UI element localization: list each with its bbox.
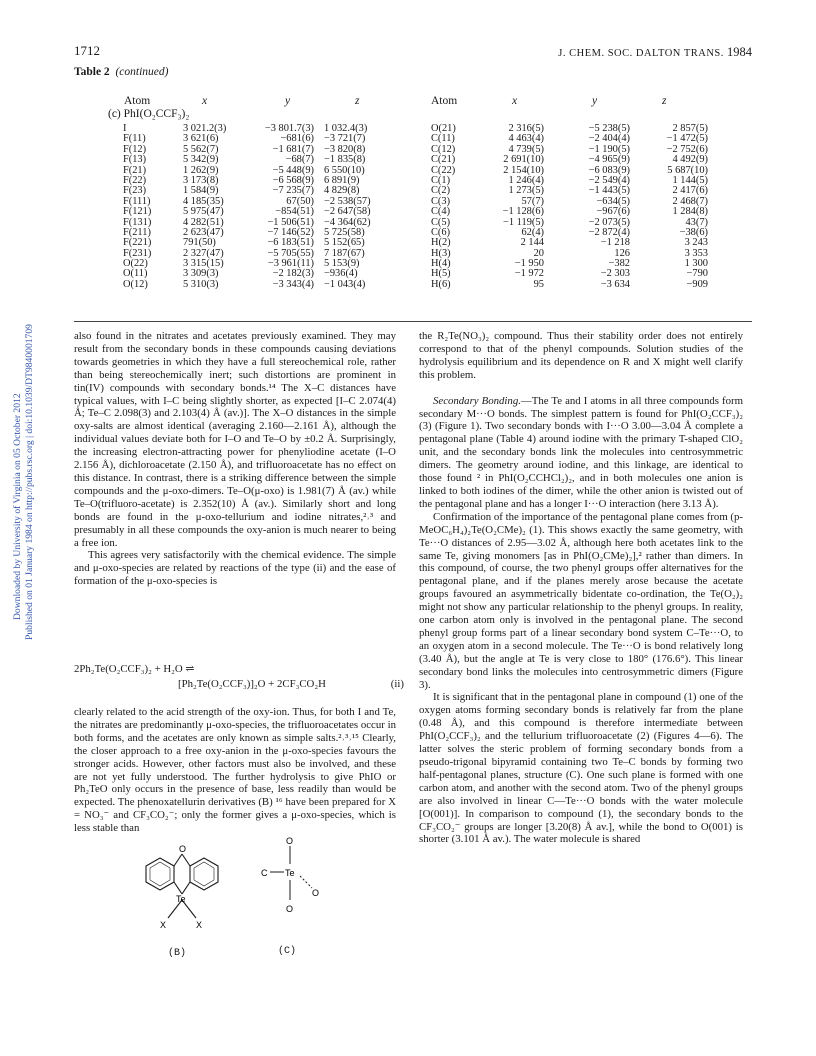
cell-x: 2 327(47) xyxy=(183,247,224,259)
atom-c-label: C xyxy=(261,868,268,878)
cell-atom-2: C(2) xyxy=(431,185,451,197)
cell-x: 1 262(9) xyxy=(183,164,219,176)
section-body: —The Te and I atoms in all three compounds form secondary M···O bonds. The simplest pattern is found for PhI(O₂CCF₃)₂ (3) (Figure 1). Two secondary bonds with I···O 3.00—3.04 Å complete a pentagonal plane (Table 4) around iodine with the primary T-shaped ClO₂ unit, and the secondary bonds link the molecules into centrosymmetric dimers. The geometry around iodine, and this linkage, are identical to those found ² in PhI(O₂CCHCl₂)₂, and in both molecules one anion is linked to both iodines of the dimer, while the other anion is twisted out of the pentagonal plane and has a longer I···O interaction (here 3.13 Å). xyxy=(419,394,743,510)
col-header-z: z xyxy=(355,95,360,107)
cell-z: 5 153(9) xyxy=(324,258,360,270)
cell-x: 4 185(35) xyxy=(183,195,224,207)
cell-z: −2 647(58) xyxy=(324,206,371,218)
col-header-x: x xyxy=(202,95,208,107)
atom-x1-label: X xyxy=(160,920,167,930)
cell-y: −7 146(52) xyxy=(267,226,314,238)
cell-z: −3 721(7) xyxy=(324,133,366,145)
col-header-atom-2: Atom xyxy=(431,95,458,107)
cell-atom-2: C(11) xyxy=(431,133,455,145)
cell-y: −1 506(51) xyxy=(267,216,314,228)
cell-atom: F(21) xyxy=(123,164,147,176)
left-paragraph-1: also found in the nitrates and acetates previously examined. They may result from the secondary bonds in these compounds causing deviations towards geometries in which they have a full stereochemical role, rather than being stereochemically inert; such distortions are prominent in tin(IV) compounds with secondary bonds.¹⁴ The X–C distances have typical values, with I–C being slightly shorter, as expected [I–C 2.074(4) Å; Te–C 2.098(3) and 2.103(4) Å (av.)]. The X–O distances in the simple oxy-salts are almost identical (averaging 2.160—2.161 Å), although the individual values deviate both for I–O and Te–O by ±0.2 Å. Surprisingly, the increasing electron-attracting power for phenyliodine acetate (I–O 2.156 Å), dichloroacetate (2.150 Å), and trifluoroacetate has no effect on this distance. In contrast, there is a striking difference between the simple compounds and the μ-oxo-dimers. Te–O(μ-oxo) is 1.981(7) Å (av.) while Te–O(trifluoro-acetate) is 2.352(10) Å (av.). Similarly short and long bonds are found in the μ-oxo-tellurium and iodine nitrates,²˒³ and presumably in all these compounds the oxy-anion is much nearer to being a free ion. xyxy=(74,330,396,549)
structure-b-label: (B) xyxy=(168,948,187,959)
table-body xyxy=(0,124,816,290)
cell-z-2: 4 492(9) xyxy=(672,154,708,166)
journal-year: 1984 xyxy=(727,45,752,59)
cell-atom-2: H(4) xyxy=(431,258,451,270)
right-paragraph-4: It is significant that in the pentagonal plane in compound (1) one of the oxygen atoms forming secondary bonds is relatively far from the plane (0.48 Å), and this compound is therefore intermediate between PhI(O₂CCF₃)₂ and the tellurium trifluoroacetate (2) (Figures 4—6). The latter solves the steric problem of forming secondary bonds from a pseudo-trigonal bipyramid containing two Te–C bonds by forming two half-pentagonal planes, structure (C). One such plane is formed with one carbon atom, and another with the second atom. Two of the phenyl groups are also involved in linear C—Te···O bonds with the water molecule [O(001)]. In comparison to compound (1), the secondary bonds to the CF₃CO₂⁻ groups are longer [3.20(8) Å av.], while the bond to O(001) is shorter (3.101 Å av.). The water molecule is shared xyxy=(419,691,743,846)
section-heading: Secondary Bonding. xyxy=(433,394,521,407)
cell-y: −681(6) xyxy=(280,133,314,145)
cell-atom-2: C(6) xyxy=(431,226,451,238)
cell-y-2: −382 xyxy=(608,258,630,270)
cell-y-2: −2 549(4) xyxy=(588,174,630,186)
cell-atom: F(121) xyxy=(123,206,152,218)
cell-x: 5 975(47) xyxy=(183,206,224,218)
cell-z: 4 829(8) xyxy=(324,185,360,197)
cell-z: −3 820(8) xyxy=(324,143,366,155)
left-column-continued xyxy=(74,706,396,835)
cell-z-2: 2 468(7) xyxy=(672,195,708,207)
cell-atom-2: C(1) xyxy=(431,174,451,186)
cell-x: 1 584(9) xyxy=(183,185,219,197)
table-continued: (continued) xyxy=(115,66,169,78)
cell-z: −936(4) xyxy=(324,268,358,280)
cell-z: 5 725(58) xyxy=(324,226,365,238)
cell-atom: F(131) xyxy=(123,216,152,228)
cell-y: −5 705(55) xyxy=(267,247,314,259)
right-paragraph-1: the R₂Te(NO₃)₂ compound. Thus their stability order does not entirely correspond to that of the phenyl compounds. Solution studies of the hydrolysis equilibrium and its dependence on R and X might well clarify this problem. xyxy=(419,330,743,381)
table-number: Table 2 xyxy=(74,66,110,78)
cell-x: 5 562(7) xyxy=(183,143,219,155)
cell-y: −2 182(3) xyxy=(272,268,314,280)
cell-y: −6 568(9) xyxy=(272,174,314,186)
cell-x-2: 57(7) xyxy=(521,195,544,207)
col-header-y-2: y xyxy=(592,95,598,107)
cell-y: −6 183(51) xyxy=(267,237,314,249)
cell-y-2: −5 238(5) xyxy=(588,123,630,134)
atom-x2-label: X xyxy=(196,920,203,930)
cell-z-2: −38(6) xyxy=(679,226,708,238)
cell-atom: F(23) xyxy=(123,185,147,197)
cell-x-2: 4 463(4) xyxy=(508,133,544,145)
cell-x-2: 62(4) xyxy=(521,226,544,238)
atom-o-bottom-label: O xyxy=(286,904,294,914)
cell-atom: O(12) xyxy=(123,278,148,290)
cell-y: −3 801.7(3) xyxy=(264,123,314,134)
cell-x: 3 021.2(3) xyxy=(183,123,227,134)
cell-z-2: −2 752(6) xyxy=(666,143,708,155)
cell-z: 6 891(9) xyxy=(324,174,360,186)
cell-y: −1 681(7) xyxy=(272,143,314,155)
cell-x-2: 2 144 xyxy=(520,237,544,249)
cell-atom: O(22) xyxy=(123,258,148,270)
cell-y-2: −3 634 xyxy=(600,278,630,290)
cell-x-2: 2 154(10) xyxy=(503,164,544,176)
cell-z: 7 187(67) xyxy=(324,247,365,259)
journal-name xyxy=(558,45,752,60)
cell-z: 6 550(10) xyxy=(324,164,365,176)
cell-atom: F(211) xyxy=(123,226,151,238)
table-rule xyxy=(74,321,752,322)
cell-z-2: 3 243 xyxy=(684,237,708,249)
cell-y-2: −4 965(9) xyxy=(588,154,630,166)
cell-y: −68(7) xyxy=(285,154,314,166)
cell-atom-2: H(2) xyxy=(431,237,451,249)
cell-x-2: −1 119(5) xyxy=(503,216,544,228)
right-paragraph-2 xyxy=(419,395,743,511)
cell-x: 3 621(6) xyxy=(183,133,219,145)
cell-x: 5 310(3) xyxy=(183,278,219,290)
cell-atom-2: O(21) xyxy=(431,123,456,134)
cell-atom-2: C(22) xyxy=(431,164,456,176)
cell-z: 5 152(65) xyxy=(324,237,365,249)
cell-z-2: 2 857(5) xyxy=(672,123,708,134)
structure-b xyxy=(132,836,232,966)
cell-atom: F(13) xyxy=(123,154,147,166)
cell-z: −1 835(8) xyxy=(324,154,366,166)
table-row xyxy=(0,207,816,217)
cell-x-2: 1 273(5) xyxy=(508,185,544,197)
cell-y: −3 343(4) xyxy=(272,278,314,290)
cell-z-2: 2 417(6) xyxy=(672,185,708,197)
cell-y: −3 961(11) xyxy=(267,258,314,270)
right-paragraph-3: Confirmation of the importance of the pentagonal plane comes from (p-MeOC₆H₄)₂Te(O₂CMe)₂ (1). This shows exactly the same geometry, with Te···O distances of 2.95—3.02 Å, although here both acetates link to the same Te, giving monomers [as in PhI(O₂CMe)₂],² rather than dimers. In this compound, of course, the two phenyl groups offer alternatives for the pentagonal plane, and if the planes merely arose because the acetate groups favoured an asymmetrically bidentate co-ordination, the Te(O₂)₂ might not show any particular relationship to the phenyl groups. In reality, one carbon atom only is involved in the pentagonal plane. The second phenyl group forms part of a linear secondary bond system C–Te···O, to an oxygen atom in a second molecule. The Te···O is bond relatively long (3.40 Å), but the angle at Te is very close to 180° (176.6°). This linear secondary bond links the molecules into centrosymmetric dimers (Figure 3). xyxy=(419,510,744,691)
cell-x-2: −1 972 xyxy=(514,268,544,280)
left-paragraph-3: clearly related to the acid strength of the oxy-ion. Thus, for both I and Te, the nitrates are predominantly μ-oxo-species, the trifluoroacetates occur in both forms, and the acetates are only known as simple salts.²˒³˒¹⁵ Clearly, the closer approach to a free oxy-anion in the μ-oxo-species favours the stronger acids. However, other factors must also be involved, and these are not yet fully understood. The further hydrolysis to give PhIO or Ph₂TeO only occurs in the presence of base, less readily than would be expected. The phenoxatellurin derivatives (B) ¹⁶ have been prepared for X = NO₃⁻ and CF₃CO₂⁻; only the former gives a μ-oxo-species, which is less stable than xyxy=(74,706,396,835)
equation-line-2: [Ph₂Te(O₂CCF₃)]₂O + 2CF₃CO₂H xyxy=(178,678,326,690)
cell-x: 3 309(3) xyxy=(183,268,219,280)
cell-x-2: 1 246(4) xyxy=(508,174,544,186)
cell-atom-2: H(6) xyxy=(431,278,451,290)
structure-c xyxy=(260,834,350,964)
cell-z-2: −1 472(5) xyxy=(666,133,708,145)
cell-y-2: −2 303 xyxy=(600,268,630,280)
cell-x: 2 623(47) xyxy=(183,226,224,238)
cell-y: −7 235(7) xyxy=(272,185,314,197)
cell-y: −5 448(9) xyxy=(272,164,314,176)
col-header-atom: Atom xyxy=(124,95,151,107)
cell-y-2: −2 872(4) xyxy=(588,226,630,238)
cell-x-2: 2 691(10) xyxy=(503,154,544,166)
table-row xyxy=(0,155,816,165)
cell-z-2: 1 284(8) xyxy=(672,206,708,218)
cell-atom: F(231) xyxy=(123,247,152,259)
cell-z: −4 364(62) xyxy=(324,216,371,228)
equation-line-1: 2Ph₂Te(O₂CCF₃)₂ + H₂O ⇌ xyxy=(74,663,195,675)
cell-x-2: 95 xyxy=(533,278,544,290)
cell-atom: F(221) xyxy=(123,237,152,249)
right-column xyxy=(419,330,743,846)
downloaded-notice: Downloaded by University of Virginia on 05 October 2012 xyxy=(12,393,23,620)
page-number: 1712 xyxy=(74,43,100,58)
cell-atom-2: C(4) xyxy=(431,206,451,218)
equation-number: (ii) xyxy=(390,678,404,690)
cell-atom-2: C(12) xyxy=(431,143,456,155)
cell-y-2: −1 443(5) xyxy=(588,185,630,197)
journal-title: J. CHEM. SOC. DALTON TRANS. xyxy=(558,48,724,59)
cell-y: −854(51) xyxy=(275,206,314,218)
cell-atom-2: H(5) xyxy=(431,268,451,280)
cell-y-2: −6 083(9) xyxy=(588,164,630,176)
cell-z-2: 1 144(5) xyxy=(672,174,708,186)
cell-x: 791(50) xyxy=(183,237,216,249)
cell-x-2: −1 128(6) xyxy=(502,206,544,218)
cell-z: −1 043(4) xyxy=(324,278,366,290)
atom-o-right-label: O xyxy=(312,888,320,898)
cell-x-2: 2 316(5) xyxy=(508,123,544,134)
cell-x: 4 282(51) xyxy=(183,216,224,228)
cell-y-2: −2 073(5) xyxy=(588,216,630,228)
cell-atom: F(111) xyxy=(123,195,151,207)
atom-te-label-c: Te xyxy=(285,868,295,878)
cell-atom: O(11) xyxy=(123,268,148,280)
cell-z-2: 3 353 xyxy=(684,247,708,259)
page-header xyxy=(74,43,752,61)
cell-z-2: 43(7) xyxy=(685,216,708,228)
atom-te-label: Te xyxy=(176,894,186,904)
cell-y-2: −967(6) xyxy=(596,206,630,218)
table-subsection: (c) PhI(O₂CCF₃)₂ xyxy=(108,108,190,120)
equation-ii xyxy=(74,662,404,696)
cell-x: 3 173(8) xyxy=(183,174,219,186)
cell-y-2: −2 404(4) xyxy=(588,133,630,145)
table-title xyxy=(74,66,168,78)
cell-y-2: −1 218 xyxy=(600,237,630,249)
cell-y-2: −1 190(5) xyxy=(588,143,630,155)
table-row xyxy=(0,280,816,290)
col-header-x-2: x xyxy=(512,95,518,107)
cell-atom: F(12) xyxy=(123,143,147,155)
cell-x-2: −1 950 xyxy=(514,258,544,270)
cell-atom-2: C(21) xyxy=(431,154,456,166)
cell-atom-2: C(3) xyxy=(431,195,451,207)
atom-o-label: O xyxy=(179,844,187,854)
cell-z-2: 1 300 xyxy=(684,258,708,270)
cell-z-2: −790 xyxy=(686,268,708,280)
cell-y-2: −634(5) xyxy=(596,195,630,207)
cell-y-2: 126 xyxy=(614,247,630,259)
cell-x-2: 20 xyxy=(533,247,544,259)
structure-c-label: (C) xyxy=(278,946,297,957)
table-header xyxy=(0,95,816,109)
cell-x: 3 315(15) xyxy=(183,258,224,270)
col-header-y: y xyxy=(285,95,291,107)
cell-atom: I xyxy=(123,123,127,134)
cell-z-2: 5 687(10) xyxy=(667,164,708,176)
left-paragraph-2: This agrees very satisfactorily with the chemical evidence. The simple and μ-oxo-species are related by reactions of the type (ii) and the ease of formation of the μ-oxo-species is xyxy=(74,549,396,588)
cell-atom: F(11) xyxy=(123,133,146,145)
atom-o-top-label: O xyxy=(286,836,294,846)
cell-z: −2 538(57) xyxy=(324,195,371,207)
col-header-z-2: z xyxy=(662,95,667,107)
half-pentagonal-diagram xyxy=(260,834,350,934)
cell-atom-2: H(3) xyxy=(431,247,451,259)
doi-notice: Published on 01 January 1984 on http://pubs.rsc.org | doi:10.1039/DT9840001709 xyxy=(24,324,35,640)
cell-z-2: −909 xyxy=(686,278,708,290)
cell-atom: F(22) xyxy=(123,174,147,186)
left-column xyxy=(74,330,396,588)
cell-z: 1 032.4(3) xyxy=(324,123,368,134)
cell-x: 5 342(9) xyxy=(183,154,219,166)
cell-x-2: 4 739(5) xyxy=(508,143,544,155)
cell-atom-2: C(5) xyxy=(431,216,451,228)
phenoxatellurin-diagram xyxy=(132,836,232,946)
cell-y: 67(50) xyxy=(286,195,314,207)
